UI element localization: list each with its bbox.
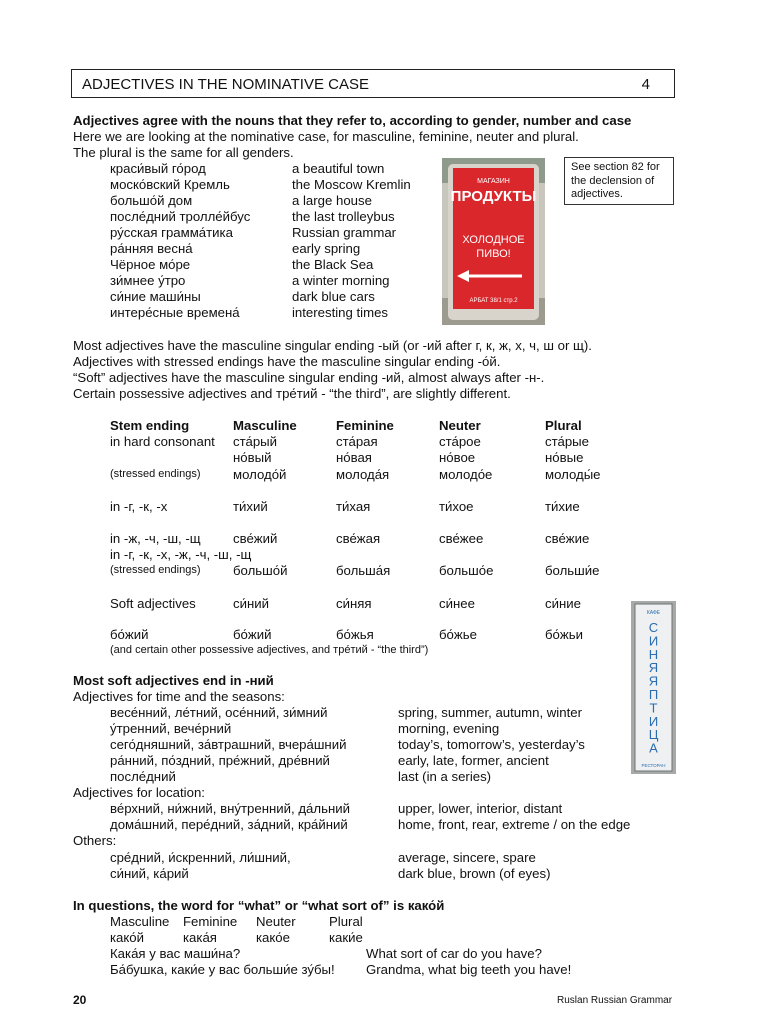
- example-russian: ра́нняя весна́: [110, 241, 193, 256]
- table-cell: молоды́е: [545, 467, 601, 482]
- soft-russian: дома́шний, пере́дний, за́дний, кра́йний: [110, 817, 348, 832]
- intro-line-1: Here we are looking at the nominative case, for masculine, feminine, neuter and plural.: [73, 129, 579, 144]
- questions-heading: In questions, the word for “what” or “what sort of” is како́й: [73, 898, 445, 913]
- cafe-letter: С: [648, 620, 659, 635]
- table-cell: ти́хий: [233, 499, 268, 514]
- example-russian: си́ние маши́ны: [110, 289, 201, 304]
- example-english: a beautiful town: [292, 161, 385, 176]
- table-header: Stem ending: [110, 418, 190, 433]
- table-cell: си́няя: [336, 596, 372, 611]
- soft-english: average, sincere, spare: [398, 850, 536, 865]
- cafe-sign-photo: [631, 601, 676, 774]
- table-cell: све́жее: [439, 531, 484, 546]
- section-number: 4: [641, 76, 650, 93]
- table-cell: ста́рый: [233, 434, 277, 449]
- soft-english: dark blue, brown (of eyes): [398, 866, 551, 881]
- question-gender: Plural: [329, 914, 363, 929]
- table-stem: in hard consonant: [110, 434, 215, 449]
- example-russian: краси́вый го́род: [110, 161, 206, 176]
- table-cell: больша́я: [336, 563, 391, 578]
- question-english: Grandma, what big teeth you have!: [366, 962, 572, 977]
- table-stem: (stressed endings): [110, 468, 201, 480]
- page-title: ADJECTIVES IN THE NOMINATIVE CASE: [82, 76, 369, 93]
- cafe-top-text: КАФЕ: [646, 610, 661, 616]
- intro-heading: Adjectives agree with the nouns that they refer to, according to gender, number and case: [73, 113, 632, 128]
- question-russian: Ба́бушка, каки́е у вас больши́е зу́бы!: [110, 962, 335, 977]
- example-russian: Чёрное мо́ре: [110, 257, 191, 272]
- soft-group-label: Adjectives for location:: [73, 785, 205, 800]
- example-english: the last trolleybus: [292, 209, 395, 224]
- cafe-letter: Я: [648, 660, 659, 676]
- soft-group-label: Others:: [73, 833, 117, 848]
- table-cell: си́ний: [233, 596, 269, 611]
- table-cell: си́нее: [439, 596, 475, 611]
- rule-line: Certain possessive adjectives and тре́тий - “the third”, are slightly different.: [73, 386, 511, 401]
- question-form: кака́я: [183, 930, 217, 945]
- rule-line: Adjectives with stressed endings have the masculine singular ending -о́й.: [73, 354, 501, 369]
- question-russian: Кака́я у вас маши́на?: [110, 946, 241, 961]
- table-cell: ти́хая: [336, 499, 371, 514]
- table-stem: Soft adjectives: [110, 596, 196, 611]
- table-cell: большо́й: [233, 563, 288, 578]
- soft-english: today’s, tomorrow’s, yesterday’s: [398, 737, 585, 752]
- soft-english: morning, evening: [398, 721, 500, 736]
- cafe-letter: Т: [649, 700, 658, 716]
- example-english: Russian grammar: [292, 225, 397, 240]
- table-cell: бо́жий: [233, 627, 272, 642]
- cafe-bottom-text: РЕСТОРАН: [641, 763, 666, 768]
- question-gender: Neuter: [256, 914, 296, 929]
- soft-english: upper, lower, interior, distant: [398, 801, 563, 816]
- rule-line: Most adjectives have the masculine singular ending -ый (or -ий after г, к, ж, х, ч, ш or щ).: [73, 338, 592, 353]
- example-russian: моско́вский Кремль: [110, 177, 230, 192]
- soft-english: spring, summer, autumn, winter: [398, 705, 582, 720]
- soft-russian: сего́дняшний, за́втрашний, вчера́шний: [110, 737, 347, 752]
- intro-line-2: The plural is the same for all genders.: [73, 145, 294, 160]
- question-english: What sort of car do you have?: [366, 946, 542, 961]
- table-cell: си́ние: [545, 596, 581, 611]
- cafe-letter: Н: [648, 646, 659, 662]
- table-cell: ти́хие: [545, 499, 580, 514]
- sign-line-2: ПИВО!: [476, 248, 511, 260]
- table-cell: све́жий: [233, 531, 278, 546]
- table-cell: ста́рые: [545, 434, 589, 449]
- table-cell: но́вая: [336, 450, 372, 465]
- table-header: Masculine: [233, 418, 297, 433]
- example-english: a large house: [292, 193, 372, 208]
- soft-russian: ве́рхний, ни́жний, вну́тренний, да́льний: [110, 801, 350, 816]
- example-russian: после́дний тролле́йбус: [110, 209, 251, 224]
- example-english: dark blue cars: [292, 289, 375, 304]
- sign-address: АРБАТ 38/1 стр.2: [469, 298, 518, 304]
- example-english: interesting times: [292, 305, 389, 320]
- table-cell: но́вое: [439, 450, 476, 465]
- section-note: See section 82 for the declension of adjectives.: [564, 157, 674, 205]
- table-cell: молодо́й: [233, 467, 287, 482]
- table-cell: большо́е: [439, 563, 494, 578]
- cafe-letter: И: [648, 713, 659, 729]
- book-title: Ruslan Russian Grammar: [557, 995, 673, 1006]
- soft-russian: после́дний: [110, 769, 176, 784]
- soft-heading: Most soft adjectives end in -ний: [73, 673, 274, 688]
- table-cell: све́жие: [545, 531, 590, 546]
- table-cell: но́вый: [233, 450, 272, 465]
- soft-english: last (in a series): [398, 769, 492, 784]
- cafe-letter: А: [649, 740, 658, 756]
- sign-small-text: МАГАЗИН: [477, 178, 510, 185]
- table-header: Plural: [545, 418, 582, 433]
- sign-line-1: ХОЛОДНОЕ: [462, 234, 525, 246]
- table-cell: ти́хое: [439, 499, 474, 514]
- example-russian: большо́й дом: [110, 193, 193, 208]
- table-cell: молода́я: [336, 467, 390, 482]
- table-cell: ста́рое: [439, 434, 481, 449]
- soft-russian: си́ний, ка́рий: [110, 866, 189, 881]
- soft-russian: ра́нний, по́здний, пре́жний, дре́вний: [110, 753, 330, 768]
- sign-big-text: ПРОДУКТЫ: [450, 188, 537, 205]
- table-stem: бо́жий: [110, 627, 149, 642]
- table-cell: но́вые: [545, 450, 584, 465]
- example-english: a winter morning: [292, 273, 390, 288]
- table-stem: in -г, -к, -х, -ж, -ч, -ш, -щ: [110, 547, 252, 562]
- table-stem: in -ж, -ч, -ш, -щ: [110, 531, 201, 546]
- soft-russian: у́тренний, вече́рний: [110, 721, 232, 736]
- soft-english: home, front, rear, extreme / on the edge: [398, 817, 631, 832]
- table-footnote: (and certain other possessive adjectives, and тре́тий - “the third”): [110, 644, 429, 656]
- question-gender: Feminine: [183, 914, 238, 929]
- table-stem: in -г, -к, -х: [110, 499, 168, 514]
- cafe-letter: Ц: [648, 727, 659, 743]
- question-gender: Masculine: [110, 914, 170, 929]
- example-russian: интере́сные времена́: [110, 305, 240, 320]
- title-box: [71, 69, 675, 98]
- cafe-letters: [649, 620, 659, 756]
- page-number: 20: [73, 993, 87, 1007]
- example-russian: зи́мнее у́тро: [110, 273, 186, 288]
- cafe-letter: Я: [648, 673, 659, 689]
- example-english: the Black Sea: [292, 257, 374, 272]
- example-english: early spring: [292, 241, 361, 256]
- cafe-letter: И: [648, 633, 659, 649]
- table-cell: бо́жье: [439, 627, 477, 642]
- soft-group-label: Adjectives for time and the seasons:: [73, 689, 285, 704]
- table-cell: ста́рая: [336, 434, 378, 449]
- table-cell: больши́е: [545, 563, 600, 578]
- table-header: Neuter: [439, 418, 481, 433]
- question-form: каки́е: [329, 930, 363, 945]
- table-cell: све́жая: [336, 531, 381, 546]
- soft-russian: сре́дний, и́скренний, ли́шний,: [110, 850, 291, 865]
- question-form: како́й: [110, 930, 145, 945]
- cafe-letter: П: [648, 687, 659, 702]
- example-english: the Moscow Kremlin: [292, 177, 411, 192]
- table-stem: (stressed endings): [110, 564, 201, 576]
- table-cell: бо́жья: [336, 627, 374, 642]
- soft-russian: весе́нний, ле́тний, осе́нний, зи́мний: [110, 705, 328, 720]
- question-form: како́е: [256, 930, 290, 945]
- example-russian: ру́сская грамма́тика: [110, 225, 233, 240]
- rule-line: “Soft” adjectives have the masculine singular ending -ий, almost always after -н-.: [73, 370, 545, 385]
- table-header: Feminine: [336, 418, 394, 433]
- table-cell: молодо́е: [439, 467, 493, 482]
- table-cell: бо́жьи: [545, 627, 583, 642]
- shop-sign-photo: [442, 158, 545, 325]
- soft-english: early, late, former, ancient: [398, 753, 549, 768]
